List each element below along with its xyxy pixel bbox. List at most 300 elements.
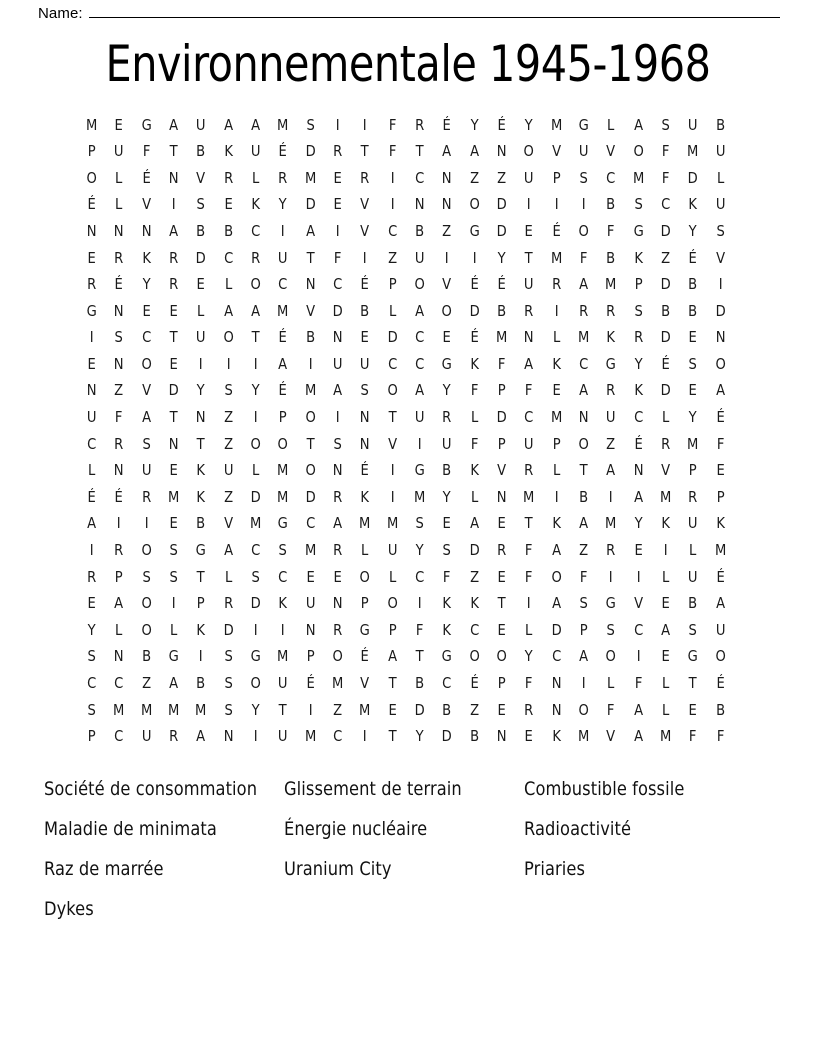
grid-cell[interactable]: L — [169, 620, 178, 639]
grid-cell[interactable]: N — [524, 328, 534, 347]
grid-cell[interactable]: Z — [497, 168, 507, 187]
grid-cell[interactable]: B — [360, 301, 370, 320]
grid-cell[interactable]: É — [716, 408, 725, 427]
grid-cell[interactable]: A — [223, 115, 233, 134]
grid-cell[interactable]: U — [688, 514, 698, 533]
grid-cell[interactable]: K — [551, 727, 561, 746]
grid-cell[interactable]: I — [253, 354, 258, 373]
grid-cell[interactable]: M — [577, 328, 590, 347]
grid-cell[interactable]: L — [115, 620, 123, 639]
grid-cell[interactable]: C — [660, 195, 671, 214]
grid-cell[interactable]: K — [223, 142, 233, 161]
grid-cell[interactable]: I — [362, 248, 367, 267]
grid-cell[interactable]: S — [634, 195, 643, 214]
grid-cell[interactable]: I — [253, 408, 258, 427]
grid-cell[interactable]: O — [86, 168, 97, 187]
grid-cell[interactable]: M — [714, 541, 726, 560]
grid-cell[interactable]: C — [278, 567, 288, 586]
grid-cell[interactable]: E — [661, 647, 670, 666]
grid-cell[interactable]: Y — [142, 275, 151, 294]
grid-cell[interactable]: F — [607, 700, 615, 719]
grid-cell[interactable]: I — [362, 115, 367, 134]
grid-cell[interactable]: N — [86, 221, 97, 240]
grid-cell[interactable]: É — [470, 275, 479, 294]
grid-cell[interactable]: B — [196, 221, 206, 240]
grid-cell[interactable]: B — [442, 700, 452, 719]
grid-cell[interactable]: A — [442, 142, 452, 161]
grid-cell[interactable]: R — [333, 541, 343, 560]
grid-cell[interactable]: P — [552, 434, 561, 453]
grid-cell[interactable]: T — [306, 248, 315, 267]
grid-cell[interactable]: B — [715, 700, 725, 719]
grid-cell[interactable]: N — [332, 594, 343, 613]
grid-cell[interactable]: I — [253, 727, 258, 746]
grid-cell[interactable]: U — [715, 620, 726, 639]
grid-cell[interactable]: R — [169, 727, 179, 746]
grid-cell[interactable]: K — [360, 487, 370, 506]
grid-cell[interactable]: O — [359, 567, 371, 586]
grid-cell[interactable]: N — [360, 434, 370, 453]
grid-cell[interactable]: L — [197, 301, 205, 320]
grid-cell[interactable]: L — [115, 195, 123, 214]
grid-cell[interactable]: U — [688, 115, 698, 134]
grid-cell[interactable]: A — [387, 647, 397, 666]
grid-cell[interactable]: U — [223, 461, 234, 480]
grid-cell[interactable]: O — [250, 674, 261, 693]
grid-cell[interactable]: Z — [387, 248, 397, 267]
grid-cell[interactable]: P — [552, 168, 561, 187]
grid-cell[interactable]: É — [716, 567, 725, 586]
grid-cell[interactable]: L — [552, 461, 560, 480]
grid-cell[interactable]: N — [196, 408, 206, 427]
grid-cell[interactable]: A — [579, 514, 589, 533]
grid-cell[interactable]: N — [496, 142, 507, 161]
grid-cell[interactable]: M — [605, 275, 617, 294]
grid-cell[interactable]: I — [554, 301, 559, 320]
grid-cell[interactable]: D — [195, 248, 207, 267]
grid-cell[interactable]: Z — [223, 408, 233, 427]
grid-cell[interactable]: R — [114, 248, 124, 267]
grid-cell[interactable]: S — [360, 381, 370, 400]
grid-cell[interactable]: P — [497, 434, 506, 453]
grid-cell[interactable]: L — [607, 115, 615, 134]
grid-cell[interactable]: A — [169, 115, 179, 134]
grid-cell[interactable]: A — [87, 514, 97, 533]
grid-cell[interactable]: Z — [469, 700, 479, 719]
grid-cell[interactable]: Y — [634, 514, 643, 533]
grid-cell[interactable]: C — [415, 354, 425, 373]
grid-cell[interactable]: I — [171, 594, 176, 613]
grid-cell[interactable]: N — [332, 328, 343, 347]
grid-cell[interactable]: B — [661, 301, 671, 320]
grid-cell[interactable]: I — [554, 487, 559, 506]
grid-cell[interactable]: P — [688, 461, 697, 480]
grid-cell[interactable]: G — [441, 647, 453, 666]
grid-cell[interactable]: B — [688, 301, 698, 320]
grid-cell[interactable]: L — [552, 328, 560, 347]
grid-cell[interactable]: Y — [278, 195, 287, 214]
grid-cell[interactable]: I — [636, 647, 641, 666]
grid-cell[interactable]: U — [196, 328, 206, 347]
grid-cell[interactable]: T — [278, 700, 287, 719]
grid-cell[interactable]: V — [442, 275, 452, 294]
grid-cell[interactable]: T — [306, 434, 315, 453]
grid-cell[interactable]: I — [390, 461, 395, 480]
grid-cell[interactable]: I — [417, 594, 422, 613]
grid-cell[interactable]: P — [115, 567, 123, 586]
grid-cell[interactable]: M — [659, 727, 672, 746]
grid-cell[interactable]: Y — [524, 647, 533, 666]
grid-cell[interactable]: S — [688, 620, 698, 639]
grid-cell[interactable]: E — [87, 248, 96, 267]
grid-cell[interactable]: I — [226, 354, 231, 373]
grid-cell[interactable]: G — [277, 514, 289, 533]
grid-cell[interactable]: Z — [114, 381, 124, 400]
grid-cell[interactable]: I — [581, 674, 586, 693]
grid-cell[interactable]: K — [551, 354, 561, 373]
grid-cell[interactable]: L — [251, 461, 260, 480]
grid-cell[interactable]: C — [87, 434, 97, 453]
grid-cell[interactable]: K — [715, 514, 725, 533]
grid-cell[interactable]: M — [386, 514, 398, 533]
grid-cell[interactable]: L — [470, 487, 478, 506]
grid-cell[interactable]: N — [223, 727, 234, 746]
grid-cell[interactable]: N — [360, 408, 370, 427]
grid-cell[interactable]: V — [715, 248, 725, 267]
grid-cell[interactable]: C — [633, 620, 643, 639]
word-list-item[interactable]: Uranium City — [284, 858, 392, 880]
grid-cell[interactable]: D — [414, 700, 425, 719]
grid-cell[interactable]: E — [688, 381, 698, 400]
grid-cell[interactable]: O — [633, 142, 644, 161]
grid-cell[interactable]: U — [414, 408, 425, 427]
grid-cell[interactable]: A — [169, 221, 179, 240]
grid-cell[interactable]: Z — [661, 248, 671, 267]
grid-cell[interactable]: K — [442, 620, 452, 639]
grid-cell[interactable]: O — [223, 328, 234, 347]
grid-cell[interactable]: F — [470, 381, 479, 400]
grid-cell[interactable]: I — [554, 195, 559, 214]
grid-cell[interactable]: A — [551, 594, 561, 613]
grid-cell[interactable]: R — [223, 168, 233, 187]
grid-cell[interactable]: F — [661, 142, 670, 161]
grid-cell[interactable]: S — [224, 674, 233, 693]
grid-cell[interactable]: A — [633, 727, 643, 746]
grid-cell[interactable]: A — [251, 301, 261, 320]
grid-cell[interactable]: R — [606, 301, 616, 320]
grid-cell[interactable]: U — [278, 727, 288, 746]
grid-cell[interactable]: E — [497, 620, 506, 639]
grid-cell[interactable]: E — [716, 461, 725, 480]
grid-cell[interactable]: C — [606, 168, 616, 187]
grid-cell[interactable]: E — [87, 594, 96, 613]
grid-cell[interactable]: C — [415, 567, 425, 586]
grid-cell[interactable]: U — [387, 541, 398, 560]
grid-cell[interactable]: S — [224, 700, 233, 719]
grid-cell[interactable]: F — [142, 142, 151, 161]
grid-cell[interactable]: T — [388, 727, 397, 746]
grid-cell[interactable]: M — [659, 487, 672, 506]
grid-cell[interactable]: G — [687, 647, 698, 666]
grid-cell[interactable]: E — [224, 195, 233, 214]
grid-cell[interactable]: O — [496, 647, 507, 666]
grid-cell[interactable]: A — [333, 514, 343, 533]
grid-cell[interactable]: A — [579, 381, 589, 400]
grid-cell[interactable]: D — [305, 195, 316, 214]
grid-cell[interactable]: I — [281, 620, 285, 639]
grid-cell[interactable]: A — [333, 381, 343, 400]
grid-cell[interactable]: É — [278, 142, 288, 161]
name-blank-line[interactable] — [89, 2, 780, 18]
grid-cell[interactable]: L — [224, 275, 232, 294]
grid-cell[interactable]: U — [524, 434, 534, 453]
grid-cell[interactable]: M — [304, 168, 316, 187]
grid-cell[interactable]: L — [689, 541, 697, 560]
grid-cell[interactable]: R — [524, 461, 534, 480]
grid-cell[interactable]: L — [388, 567, 396, 586]
grid-cell[interactable]: F — [525, 567, 533, 586]
grid-cell[interactable]: S — [87, 700, 96, 719]
grid-cell[interactable]: N — [496, 727, 507, 746]
grid-cell[interactable]: A — [141, 408, 151, 427]
grid-cell[interactable]: É — [552, 221, 561, 240]
grid-cell[interactable]: R — [114, 541, 124, 560]
grid-cell[interactable]: A — [278, 354, 288, 373]
grid-cell[interactable]: B — [196, 142, 206, 161]
grid-cell[interactable]: S — [278, 541, 288, 560]
grid-cell[interactable]: A — [715, 381, 725, 400]
grid-cell[interactable]: E — [169, 354, 178, 373]
grid-cell[interactable]: M — [359, 514, 371, 533]
grid-cell[interactable]: O — [141, 594, 152, 613]
grid-cell[interactable]: P — [579, 620, 588, 639]
grid-cell[interactable]: E — [661, 594, 670, 613]
grid-cell[interactable]: I — [117, 514, 121, 533]
grid-cell[interactable]: E — [169, 514, 178, 533]
grid-cell[interactable]: B — [442, 461, 452, 480]
grid-cell[interactable]: I — [199, 647, 203, 666]
grid-cell[interactable]: T — [415, 142, 424, 161]
grid-cell[interactable]: C — [578, 354, 589, 373]
grid-cell[interactable]: M — [687, 434, 699, 453]
grid-cell[interactable]: N — [414, 195, 425, 214]
grid-cell[interactable]: N — [141, 221, 152, 240]
grid-cell[interactable]: B — [497, 301, 507, 320]
grid-cell[interactable]: Z — [141, 674, 151, 693]
grid-cell[interactable]: K — [606, 328, 616, 347]
grid-cell[interactable]: R — [579, 301, 589, 320]
grid-cell[interactable]: T — [169, 142, 178, 161]
grid-cell[interactable]: L — [470, 408, 478, 427]
grid-cell[interactable]: L — [661, 700, 670, 719]
grid-cell[interactable]: V — [497, 461, 507, 480]
grid-cell[interactable]: N — [114, 354, 124, 373]
grid-cell[interactable]: G — [141, 115, 152, 134]
grid-cell[interactable]: C — [87, 674, 97, 693]
grid-cell[interactable]: O — [578, 700, 589, 719]
grid-cell[interactable]: B — [469, 727, 479, 746]
grid-cell[interactable]: S — [142, 434, 151, 453]
grid-cell[interactable]: M — [523, 487, 535, 506]
grid-cell[interactable]: U — [442, 434, 452, 453]
grid-cell[interactable]: K — [278, 594, 288, 613]
grid-cell[interactable]: É — [661, 354, 670, 373]
grid-cell[interactable]: R — [223, 594, 233, 613]
grid-cell[interactable]: N — [114, 461, 124, 480]
grid-cell[interactable]: T — [360, 142, 369, 161]
grid-cell[interactable]: M — [577, 727, 590, 746]
grid-cell[interactable]: M — [195, 700, 207, 719]
grid-cell[interactable]: S — [142, 567, 151, 586]
grid-cell[interactable]: U — [278, 674, 288, 693]
grid-cell[interactable]: N — [305, 620, 316, 639]
grid-cell[interactable]: S — [306, 115, 315, 134]
grid-cell[interactable]: M — [277, 647, 289, 666]
grid-cell[interactable]: F — [689, 727, 697, 746]
grid-cell[interactable]: V — [551, 142, 561, 161]
grid-cell[interactable]: S — [688, 354, 698, 373]
grid-cell[interactable]: K — [251, 195, 260, 214]
grid-cell[interactable]: E — [497, 567, 506, 586]
grid-cell[interactable]: M — [167, 487, 180, 506]
grid-cell[interactable]: I — [718, 275, 723, 294]
grid-cell[interactable]: E — [497, 514, 506, 533]
grid-cell[interactable]: M — [304, 381, 316, 400]
grid-cell[interactable]: N — [305, 275, 316, 294]
grid-cell[interactable]: T — [579, 461, 588, 480]
grid-cell[interactable]: T — [169, 328, 178, 347]
grid-cell[interactable]: T — [688, 674, 697, 693]
grid-cell[interactable]: U — [524, 275, 534, 294]
grid-cell[interactable]: S — [333, 434, 342, 453]
grid-cell[interactable]: T — [251, 328, 260, 347]
grid-cell[interactable]: A — [469, 514, 479, 533]
grid-cell[interactable]: R — [333, 487, 343, 506]
grid-cell[interactable]: S — [579, 168, 588, 187]
grid-cell[interactable]: B — [196, 514, 206, 533]
grid-cell[interactable]: K — [551, 514, 561, 533]
grid-cell[interactable]: P — [634, 275, 643, 294]
grid-cell[interactable]: C — [387, 354, 397, 373]
grid-cell[interactable]: P — [716, 487, 725, 506]
grid-cell[interactable]: K — [633, 248, 643, 267]
grid-cell[interactable]: E — [442, 328, 452, 347]
grid-cell[interactable]: T — [524, 514, 533, 533]
grid-cell[interactable]: O — [605, 647, 617, 666]
grid-cell[interactable]: E — [688, 328, 698, 347]
grid-cell[interactable]: L — [607, 674, 615, 693]
grid-cell[interactable]: E — [196, 275, 206, 294]
grid-cell[interactable]: E — [552, 381, 561, 400]
grid-cell[interactable]: M — [550, 248, 562, 267]
grid-cell[interactable]: N — [114, 647, 124, 666]
grid-cell[interactable]: T — [196, 567, 205, 586]
grid-cell[interactable]: G — [605, 594, 616, 613]
grid-cell[interactable]: E — [114, 115, 124, 134]
grid-cell[interactable]: R — [660, 434, 671, 453]
grid-cell[interactable]: Z — [223, 487, 233, 506]
word-list-item[interactable]: Raz de marrée — [44, 858, 164, 880]
grid-cell[interactable]: L — [361, 541, 369, 560]
grid-cell[interactable]: V — [360, 221, 370, 240]
grid-cell[interactable]: C — [387, 221, 397, 240]
grid-cell[interactable]: Z — [579, 541, 589, 560]
grid-cell[interactable]: C — [278, 275, 288, 294]
grid-cell[interactable]: R — [606, 381, 616, 400]
grid-cell[interactable]: B — [415, 674, 425, 693]
grid-cell[interactable]: I — [335, 408, 340, 427]
grid-cell[interactable]: A — [223, 541, 233, 560]
grid-cell[interactable]: L — [661, 674, 670, 693]
grid-cell[interactable]: F — [661, 168, 670, 187]
grid-cell[interactable]: A — [524, 354, 534, 373]
grid-cell[interactable]: P — [360, 594, 369, 613]
grid-cell[interactable]: M — [113, 700, 125, 719]
word-list-item[interactable]: Société de consommation — [44, 778, 258, 800]
grid-cell[interactable]: I — [444, 248, 449, 267]
grid-cell[interactable]: B — [715, 115, 725, 134]
grid-cell[interactable]: L — [716, 168, 724, 187]
grid-cell[interactable]: I — [417, 434, 422, 453]
grid-cell[interactable]: P — [87, 142, 96, 161]
grid-cell[interactable]: O — [578, 434, 589, 453]
grid-cell[interactable]: Z — [333, 700, 343, 719]
grid-cell[interactable]: A — [579, 647, 589, 666]
grid-cell[interactable]: N — [715, 328, 726, 347]
grid-cell[interactable]: N — [114, 301, 124, 320]
grid-cell[interactable]: M — [140, 700, 152, 719]
grid-cell[interactable]: E — [442, 514, 452, 533]
grid-cell[interactable]: S — [415, 514, 424, 533]
grid-cell[interactable]: F — [525, 381, 533, 400]
grid-cell[interactable]: P — [197, 594, 205, 613]
grid-cell[interactable]: L — [115, 168, 123, 187]
grid-cell[interactable]: U — [114, 142, 124, 161]
grid-cell[interactable]: O — [332, 647, 343, 666]
grid-cell[interactable]: V — [633, 594, 643, 613]
grid-cell[interactable]: V — [606, 727, 616, 746]
grid-cell[interactable]: M — [86, 115, 98, 134]
grid-cell[interactable]: V — [387, 434, 397, 453]
grid-cell[interactable]: E — [333, 195, 342, 214]
grid-cell[interactable]: M — [167, 700, 180, 719]
grid-cell[interactable]: C — [469, 620, 479, 639]
grid-cell[interactable]: C — [524, 408, 534, 427]
grid-cell[interactable]: É — [306, 674, 315, 693]
grid-cell[interactable]: V — [196, 168, 206, 187]
word-list-item[interactable]: Énergie nucléaire — [284, 818, 428, 840]
grid-cell[interactable]: G — [469, 221, 480, 240]
grid-cell[interactable]: O — [250, 275, 261, 294]
grid-cell[interactable]: O — [141, 541, 152, 560]
grid-cell[interactable]: D — [496, 408, 507, 427]
grid-cell[interactable]: D — [168, 381, 179, 400]
grid-cell[interactable]: M — [331, 674, 344, 693]
grid-cell[interactable]: V — [360, 195, 370, 214]
grid-cell[interactable]: V — [661, 461, 671, 480]
grid-cell[interactable]: A — [415, 381, 425, 400]
grid-cell[interactable]: L — [251, 168, 260, 187]
grid-cell[interactable]: M — [277, 487, 289, 506]
grid-cell[interactable]: O — [387, 381, 398, 400]
grid-cell[interactable]: F — [607, 221, 615, 240]
grid-cell[interactable]: B — [415, 221, 425, 240]
grid-cell[interactable]: L — [661, 567, 670, 586]
grid-cell[interactable]: G — [359, 620, 371, 639]
grid-cell[interactable]: V — [606, 142, 616, 161]
grid-cell[interactable]: M — [550, 408, 562, 427]
grid-cell[interactable]: D — [496, 195, 507, 214]
